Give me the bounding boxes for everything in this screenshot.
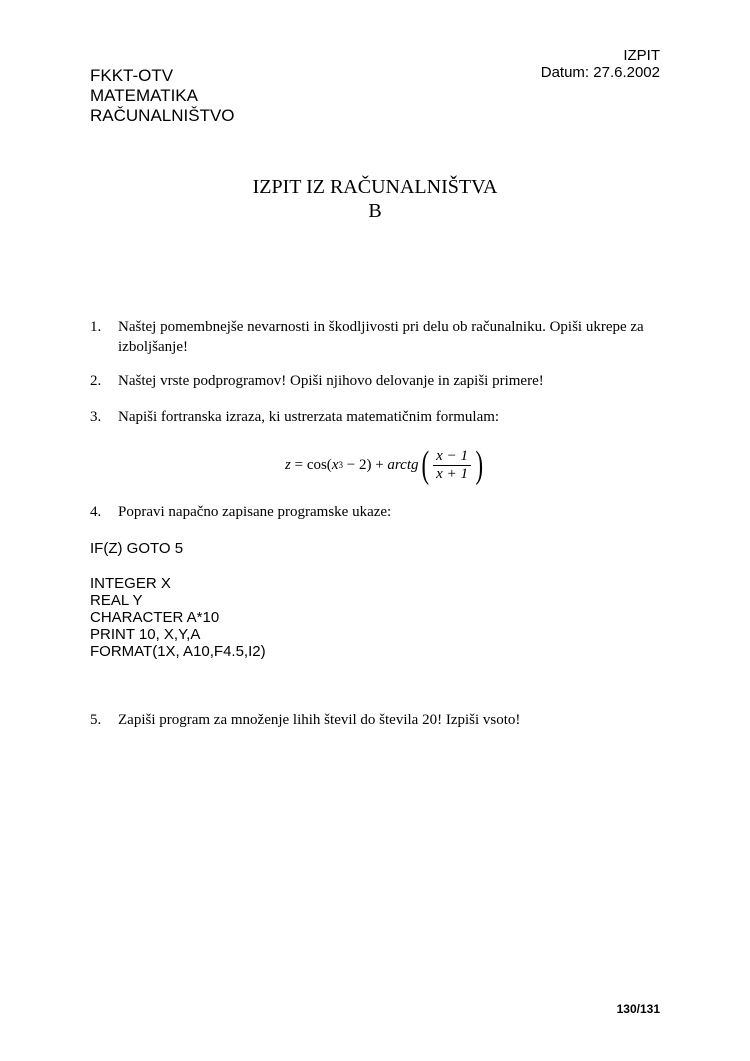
exam-type: IZPIT	[623, 47, 660, 64]
numerator: x − 1	[433, 448, 471, 466]
question-number: 1.	[90, 319, 102, 335]
fraction	[433, 448, 471, 483]
exam-date: Datum: 27.6.2002	[540, 64, 660, 81]
faculty: FKKT-OTV	[90, 66, 174, 85]
formula-exponent: 3	[338, 460, 343, 470]
page-title: IZPIT IZ RAČUNALNIŠTVA	[252, 176, 498, 198]
math-formula	[285, 446, 486, 484]
question-5	[90, 710, 678, 730]
question-2	[90, 371, 678, 391]
header-left	[90, 66, 235, 126]
code-line: INTEGER X	[90, 575, 171, 592]
question-text: Naštej pomembnejše nevarnosti in škodljivosti pri delu ob računalniku. Opiši ukrepe za izboljšanje!	[118, 319, 644, 355]
page-subtitle: B	[368, 200, 382, 222]
question-text: Zapiši program za množenje lihih števil do števila 20! Izpiši vsoto!	[118, 712, 521, 728]
page-number: 130/131	[616, 1002, 660, 1016]
code-block-1	[90, 540, 183, 557]
question-text: Naštej vrste podprogramov! Opiši njihovo delovanje in zapiši primere!	[118, 373, 544, 389]
right-paren: )	[475, 444, 484, 486]
code-line: PRINT 10, X,Y,A	[90, 626, 201, 643]
question-text: Napiši fortranska izraza, ki ustrerzata matematičnim formulam:	[118, 409, 500, 425]
formula-eq: =	[294, 456, 304, 473]
question-3	[90, 407, 678, 427]
formula-lhs: z	[285, 456, 291, 473]
formula-x: x	[331, 456, 339, 473]
question-1	[90, 317, 678, 357]
formula-cos: cos(	[306, 456, 332, 473]
formula-arctg: arctg	[387, 456, 419, 473]
left-paren: (	[421, 444, 429, 486]
formula-rest: − 2) +	[346, 456, 384, 473]
question-number: 4.	[90, 504, 102, 520]
denominator: x + 1	[436, 465, 468, 482]
code-line: IF(Z) GOTO 5	[90, 540, 184, 557]
question-number: 2.	[90, 373, 102, 389]
header-right	[541, 47, 660, 81]
department: MATEMATIKA	[90, 86, 198, 105]
question-text: Popravi napačno zapisane programske ukaze:	[118, 504, 392, 520]
question-number: 3.	[90, 409, 102, 425]
question-4	[90, 502, 678, 522]
code-line: REAL Y	[90, 592, 143, 609]
code-line: FORMAT(1X, A10,F4.5,I2)	[90, 643, 266, 660]
code-line: CHARACTER A*10	[90, 609, 220, 626]
question-number: 5.	[90, 712, 102, 728]
course: RAČUNALNIŠTVO	[90, 106, 235, 125]
code-block-2	[90, 575, 266, 660]
